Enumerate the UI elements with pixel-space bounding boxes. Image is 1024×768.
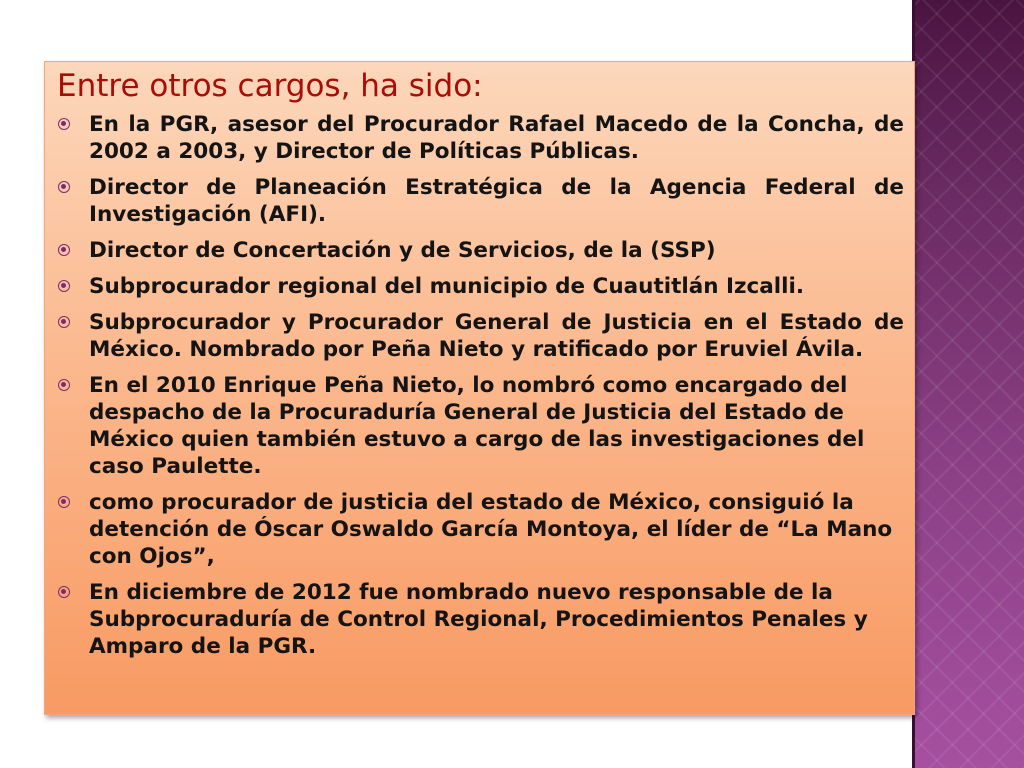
circle-bullet-icon bbox=[58, 280, 70, 292]
bullet-list bbox=[57, 111, 904, 660]
bullet-item bbox=[57, 237, 904, 264]
circle-bullet-icon bbox=[58, 244, 70, 256]
bullet-text: Director de Concertación y de Servicios, de la (SSP) bbox=[89, 238, 716, 263]
bullet-item bbox=[57, 174, 904, 228]
circle-bullet-icon bbox=[58, 118, 70, 130]
bullet-text: como procurador de justicia del estado de México, consiguió la detención de Óscar Oswaldo García Montoya, el líder de “La Mano con Ojos”, bbox=[89, 490, 893, 569]
circle-bullet-icon bbox=[58, 379, 70, 391]
slide-title: Entre otros cargos, ha sido: bbox=[57, 68, 483, 104]
decorative-side-stripe bbox=[912, 0, 1024, 768]
bullet-item bbox=[57, 579, 904, 660]
bullet-text: Director de Planeación Estratégica de la Agencia Federal de Investigación (AFI). bbox=[89, 175, 904, 227]
circle-bullet-icon bbox=[58, 181, 70, 193]
circle-bullet-icon bbox=[58, 496, 70, 508]
bullet-text: En la PGR, asesor del Procurador Rafael Macedo de la Concha, de 2002 a 2003, y Director de Políticas Públicas. bbox=[89, 112, 904, 164]
bullet-item bbox=[57, 489, 904, 570]
bullet-item bbox=[57, 309, 904, 363]
content-box bbox=[44, 61, 915, 715]
bullet-text: Subprocurador y Procurador General de Justicia en el Estado de México. Nombrado por Peña Nieto y ratificado por Eruviel Ávila. bbox=[89, 310, 904, 362]
circle-bullet-icon bbox=[58, 586, 70, 598]
bullet-item bbox=[57, 372, 904, 480]
circle-bullet-icon bbox=[58, 316, 70, 328]
bullet-text: Subprocurador regional del municipio de Cuautitlán Izcalli. bbox=[89, 274, 805, 299]
bullet-item bbox=[57, 273, 904, 300]
bullet-item bbox=[57, 111, 904, 165]
bullet-text: En diciembre de 2012 fue nombrado nuevo responsable de la Subprocuraduría de Control Regional, Procedimientos Penales y Amparo de la PGR. bbox=[89, 580, 868, 659]
bullet-text: En el 2010 Enrique Peña Nieto, lo nombró como encargado del despacho de la Procuraduría General de Justicia del Estado de México quien también estuvo a cargo de las investigaciones del caso Paulette. bbox=[89, 373, 865, 479]
